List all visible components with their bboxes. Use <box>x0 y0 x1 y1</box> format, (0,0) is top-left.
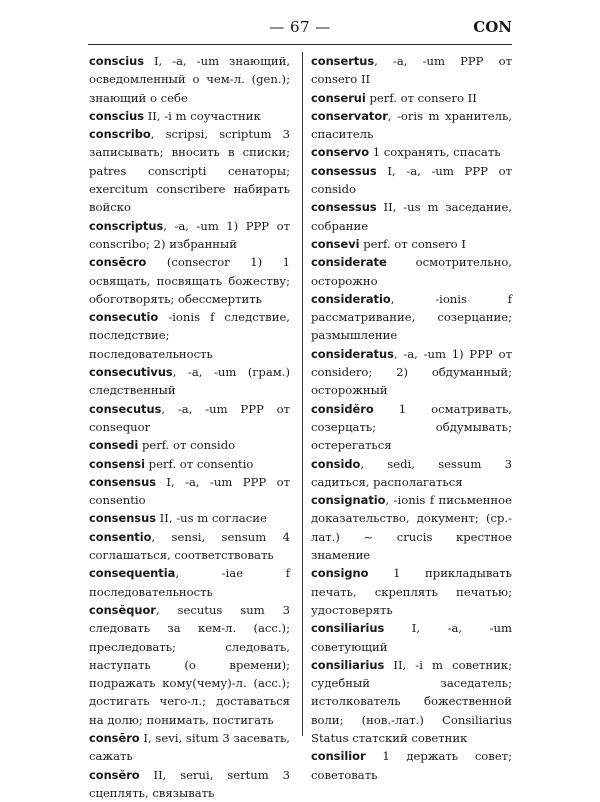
dictionary-entry <box>89 253 290 308</box>
entry-definition: , -a, -um (грам.) следственный <box>89 365 290 398</box>
entry-headword: conscius <box>89 54 145 68</box>
entry-headword: consēcro <box>89 255 147 270</box>
entry-headword: consiliarius <box>311 621 385 636</box>
entry-headword: consigno <box>311 566 369 581</box>
entry-definition: II, -i m соучастник <box>144 108 261 123</box>
dictionary-entry <box>89 455 290 473</box>
entry-headword: consensi <box>89 456 145 471</box>
entry-definition: II, -i m советник; судебный заседатель; истолкователь божественной воли; (нов.-лат.) Consiliarius Status статский советник <box>311 657 512 745</box>
entry-headword: consēro <box>89 730 140 745</box>
entry-headword: consiliarius <box>311 657 385 672</box>
entry-headword: consideratus <box>311 346 394 361</box>
dictionary-entry <box>311 455 512 492</box>
entry-definition: I, -a, -um PPP от consentio <box>89 474 290 508</box>
entry-headword: conscius <box>89 108 145 123</box>
entry-headword: consensus <box>89 511 156 526</box>
dictionary-entry <box>89 564 290 601</box>
dictionary-entry <box>311 619 512 656</box>
entry-definition: perf. от consero I <box>359 236 466 251</box>
entry-definition: , -iae f последовательность <box>89 566 290 599</box>
dictionary-entry <box>89 766 290 802</box>
dictionary-entry <box>89 509 290 527</box>
entry-headword: consideratio <box>311 291 391 306</box>
dictionary-entry <box>311 564 512 619</box>
entry-headword: consequentia <box>89 566 176 581</box>
entry-definition: , -a, -um 1) PPP от conscribo; 2) избранный <box>89 218 290 251</box>
entry-definition: 1 осматривать, созерцать; обдумывать; остерегаться <box>311 401 512 453</box>
left-column <box>89 52 290 802</box>
dictionary-entry <box>311 747 512 784</box>
entry-headword: considĕro <box>311 401 374 416</box>
entry-headword: consĕquor <box>89 602 156 617</box>
dictionary-entry <box>311 253 512 290</box>
entry-headword: considerate <box>311 255 387 270</box>
dictionary-entry <box>89 436 290 454</box>
entry-headword: conserui <box>311 90 366 105</box>
entry-definition: perf. от consido <box>138 438 236 453</box>
dictionary-entry <box>311 235 512 253</box>
entry-definition: , -ionis f письменное доказательство, документ; (ср.-лат.) ~ crucis крестное знамение <box>311 493 512 563</box>
page-number: — 67 — <box>269 18 331 36</box>
dictionary-entry <box>89 107 290 125</box>
dictionary-entry <box>311 400 512 455</box>
entry-headword: conservo <box>311 145 370 160</box>
entry-headword: consecutivus <box>89 365 173 380</box>
entry-headword: consedi <box>89 438 139 453</box>
dictionary-entry <box>311 491 512 564</box>
entry-definition: , -a, -um 1) PPP от considero; 2) обдуманный; осторожный <box>311 346 512 398</box>
entry-definition: , sedi, sessum 3 садиться, располагаться <box>311 456 512 489</box>
dictionary-entry <box>89 308 290 363</box>
dictionary-entry <box>89 528 290 565</box>
dictionary-entry <box>89 400 290 437</box>
entry-definition: , sensi, sensum 4 соглашаться, соответствовать <box>89 529 290 563</box>
entry-definition: , -ionis f рассматривание, созерцание; размышление <box>311 291 512 343</box>
entry-definition: , -a, -um PPP от consequor <box>89 401 290 434</box>
entry-headword: consignatio <box>311 493 386 508</box>
entry-definition: , -a, -um PPP от consero II <box>311 54 512 87</box>
entry-definition: 1 сохранять, спасать <box>369 145 501 160</box>
dictionary-entry <box>89 125 290 216</box>
entry-definition: II, serui, sertum 3 сцеплять, связывать <box>89 767 290 800</box>
entry-headword: consertus <box>311 54 375 68</box>
entry-definition: , -oris m хранитель, спаситель <box>311 108 512 142</box>
dictionary-entry <box>311 143 512 161</box>
entry-definition: I, -a, -um советующий <box>311 621 512 654</box>
dictionary-entry <box>311 198 512 235</box>
entry-definition: I, -a, -um PPP от consido <box>311 163 512 197</box>
entry-headword: consilior <box>311 749 366 764</box>
dictionary-entry <box>311 107 512 144</box>
entry-definition: (consecror 1) 1 освящать, посвящать божеству; обоготворять; обессмертить <box>89 255 290 306</box>
entry-definition: perf. от consentio <box>145 456 254 471</box>
entry-definition: , secutus sum 3 следовать за кем-л. (acc.); преследовать; следовать, наступать (о времени); подражать кому(чему)-л. (acc.); достигать чего-л.; доставаться на долю; понимать, постигать <box>89 602 290 727</box>
dictionary-entry <box>311 89 512 107</box>
dictionary-entry <box>311 656 512 747</box>
entry-headword: consensus <box>89 474 156 489</box>
entry-headword: consevi <box>311 236 360 251</box>
entry-definition: -ionis f следствие, последствие; последовательность <box>89 310 290 361</box>
guide-word: CON <box>473 18 512 36</box>
dictionary-entry <box>311 52 512 89</box>
entry-headword: consecutus <box>89 401 162 416</box>
entry-definition: perf. от consero II <box>365 90 477 105</box>
entry-definition: осмотрительно, осторожно <box>311 255 512 288</box>
page-header <box>88 16 512 45</box>
dictionary-entry <box>311 162 512 199</box>
dictionary-entry <box>89 601 290 729</box>
entry-headword: consessus <box>311 163 377 178</box>
entry-definition: 1 держать совет; советовать <box>311 749 512 782</box>
entry-headword: consecutio <box>89 310 159 325</box>
entry-definition: 1 прикладывать печать, скреплять печатью; удостоверять <box>311 566 512 617</box>
dictionary-entry <box>89 52 290 107</box>
entry-headword: conscriptus <box>89 218 164 233</box>
dictionary-entry <box>89 217 290 254</box>
entry-headword: consĕro <box>89 767 140 782</box>
dictionary-entry <box>89 363 290 400</box>
column-divider <box>302 52 303 736</box>
entry-headword: conscribo <box>89 127 151 142</box>
entry-headword: consentio <box>89 529 152 544</box>
entry-definition: I, sevi, situm 3 засевать, сажать <box>89 730 290 764</box>
dictionary-entry <box>311 290 512 345</box>
entry-definition: I, -a, -um знающий, осведомленный о чем-л. (gen.); знающий о себе <box>89 54 290 105</box>
entry-headword: consessus <box>311 200 377 215</box>
dictionary-entry <box>311 345 512 400</box>
dictionary-entry <box>89 729 290 766</box>
entry-definition: II, -us m согласие <box>155 511 267 526</box>
entry-headword: conservator <box>311 108 388 123</box>
right-column <box>311 52 512 784</box>
dictionary-entry <box>89 473 290 510</box>
entry-definition: II, -us m заседание, собрание <box>311 200 512 233</box>
entry-headword: consido <box>311 456 361 471</box>
entry-definition: , scripsi, scriptum 3 записывать; вносить в списки; patres conscripti сенаторы; exercitum conscribere набирать войско <box>89 127 290 215</box>
